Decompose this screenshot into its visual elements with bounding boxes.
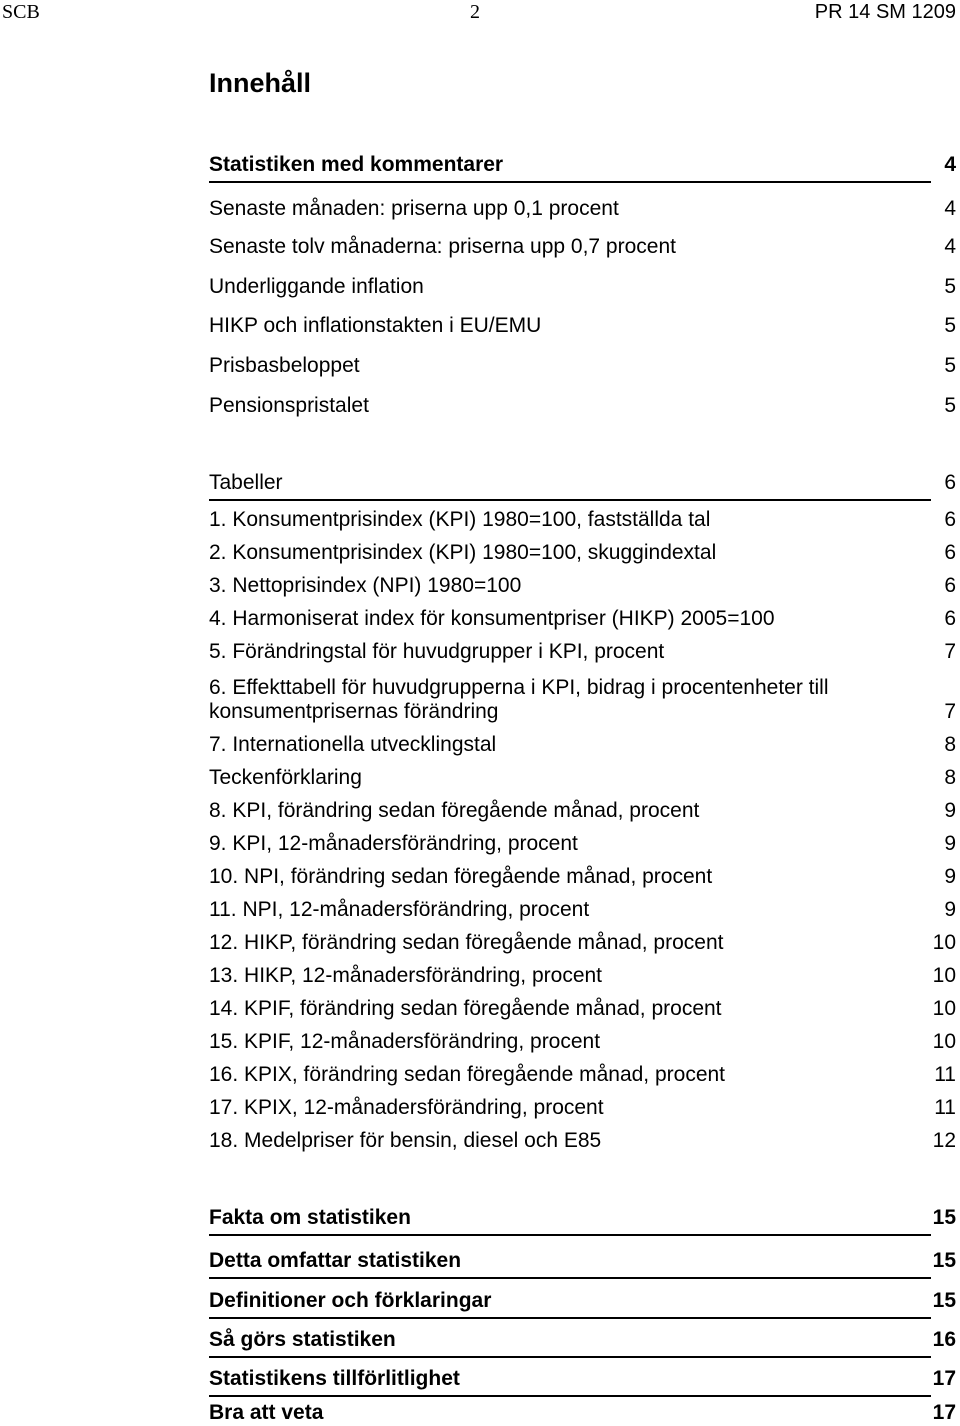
- toc-entry-page: 17: [932, 1401, 956, 1424]
- toc-entry: [209, 640, 956, 664]
- toc-entry-page: 15: [932, 1289, 956, 1312]
- toc-entry-title: Statistiken med kommentarer: [209, 153, 504, 176]
- toc-entry-title: Pensionspristalet: [209, 394, 369, 417]
- toc-entry-page: 5: [944, 314, 956, 337]
- page-title: Innehåll: [209, 68, 312, 98]
- toc-entry-page: 8: [944, 733, 956, 756]
- toc-entry-title: Tabeller: [209, 471, 283, 494]
- toc-entry: [209, 354, 956, 378]
- toc-entry: [209, 997, 956, 1021]
- toc-entry-page: 4: [944, 235, 956, 258]
- toc-entry: [209, 1063, 956, 1087]
- toc-entry-title: 15. KPIF, 12-månadersförändring, procent: [209, 1030, 601, 1053]
- toc-entry: [209, 865, 956, 889]
- toc-entry: [209, 508, 956, 532]
- toc-entry: [209, 1249, 956, 1273]
- toc-entry: [209, 607, 956, 631]
- toc-heading-underline: [209, 181, 931, 183]
- toc-entry-title: 17. KPIX, 12-månadersförändring, procent: [209, 1096, 604, 1119]
- toc-entry-page: 10: [932, 1030, 956, 1053]
- toc-entry: [209, 235, 956, 259]
- toc-entry-title: 8. KPI, förändring sedan föregående månad, procent: [209, 799, 700, 822]
- toc-entry-title: Definitioner och förklaringar: [209, 1289, 492, 1312]
- toc-entry-page: 4: [944, 197, 956, 220]
- toc-entry: [209, 197, 956, 221]
- header-publication-id: PR 14 SM 1209: [814, 1, 956, 23]
- toc-entry: [209, 1328, 956, 1352]
- toc-entry-page: 10: [932, 964, 956, 987]
- toc-heading-underline: [209, 499, 931, 501]
- toc-entry: [209, 1096, 956, 1120]
- toc-entry-page: 7: [944, 640, 956, 663]
- toc-entry-page: 9: [944, 799, 956, 822]
- toc-entry-title: Underliggande inflation: [209, 275, 424, 298]
- toc-entry-page: 16: [932, 1328, 956, 1351]
- toc-entry: [209, 471, 956, 495]
- toc-entry-page: 10: [932, 997, 956, 1020]
- toc-entry-page: 15: [932, 1249, 956, 1272]
- toc-entry-page: 7: [944, 700, 956, 723]
- toc-entry: [209, 394, 956, 418]
- toc-entry-title: 3. Nettoprisindex (NPI) 1980=100: [209, 574, 522, 597]
- toc-entry: [209, 799, 956, 823]
- toc-entry-page: 6: [944, 471, 956, 494]
- toc-entry-page: 5: [944, 354, 956, 377]
- toc-entry-page: 11: [934, 1096, 956, 1119]
- toc-entry: [209, 1367, 956, 1391]
- toc-entry-page: 17: [932, 1367, 956, 1390]
- toc-entry-title: 12. HIKP, förändring sedan föregående månad, procent: [209, 931, 724, 954]
- toc-entry-title: 11. NPI, 12-månadersförändring, procent: [209, 898, 590, 921]
- header-org: SCB: [2, 1, 40, 23]
- toc-entry-page: 6: [944, 607, 956, 630]
- toc-entry-title: Så görs statistiken: [209, 1328, 396, 1351]
- toc-entry-title: 5. Förändringstal för huvudgrupper i KPI, procent: [209, 640, 665, 663]
- toc-entry: [209, 832, 956, 856]
- toc-entry-title: 16. KPIX, förändring sedan föregående månad, procent: [209, 1063, 726, 1086]
- toc-entry: [209, 1401, 956, 1425]
- toc-entry: [209, 766, 956, 790]
- toc-entry-page: 11: [934, 1063, 956, 1086]
- toc-heading-underline: [209, 1395, 931, 1397]
- toc-entry-page: 12: [932, 1129, 956, 1152]
- toc-heading-underline: [209, 1356, 931, 1358]
- toc-entry-title: Detta omfattar statistiken: [209, 1249, 462, 1272]
- toc-entry-page: 6: [944, 574, 956, 597]
- toc-entry: [209, 1030, 956, 1054]
- toc-heading-underline: [209, 1234, 931, 1236]
- toc-entry-title: 1. Konsumentprisindex (KPI) 1980=100, fastställda tal: [209, 508, 711, 531]
- toc-entry-page: 9: [944, 898, 956, 921]
- toc-entry-title: 4. Harmoniserat index för konsumentpriser (HIKP) 2005=100: [209, 607, 775, 630]
- toc-entry-page: 9: [944, 832, 956, 855]
- toc-entry-title: 14. KPIF, förändring sedan föregående månad, procent: [209, 997, 722, 1020]
- toc-entry: [209, 676, 956, 724]
- toc-entry-title: Statistikens tillförlitlighet: [209, 1367, 460, 1390]
- toc-entry: [209, 1289, 956, 1313]
- toc-entry: [209, 153, 956, 177]
- toc-entry: [209, 574, 956, 598]
- toc-entry-title: 6. Effekttabell för huvudgrupperna i KPI, bidrag i procentenheter till konsumentprisernas förändring: [209, 676, 829, 723]
- header-page-number: 2: [470, 1, 480, 23]
- toc-entry: [209, 964, 956, 988]
- toc-entry-title: Prisbasbeloppet: [209, 354, 360, 377]
- toc-heading-underline: [209, 1277, 931, 1279]
- toc-entry-title: Senaste månaden: priserna upp 0,1 procent: [209, 197, 619, 220]
- toc-entry-title: Bra att veta: [209, 1401, 324, 1424]
- toc-entry: [209, 541, 956, 565]
- toc-heading-underline: [209, 1317, 931, 1319]
- toc-entry-title: Fakta om statistiken: [209, 1206, 411, 1229]
- toc-entry-page: 9: [944, 865, 956, 888]
- toc-entry-title: 9. KPI, 12-månadersförändring, procent: [209, 832, 578, 855]
- toc-entry-page: 5: [944, 394, 956, 417]
- toc-entry: [209, 314, 956, 338]
- toc-entry-page: 6: [944, 508, 956, 531]
- toc-entry-title: Teckenförklaring: [209, 766, 362, 789]
- toc-entry: [209, 275, 956, 299]
- toc-entry-title: Senaste tolv månaderna: priserna upp 0,7 procent: [209, 235, 676, 258]
- toc-entry-title: 13. HIKP, 12-månadersförändring, procent: [209, 964, 603, 987]
- toc-entry-page: 8: [944, 766, 956, 789]
- toc-entry: [209, 931, 956, 955]
- toc-entry-page: 10: [932, 931, 956, 954]
- toc-entry: [209, 733, 956, 757]
- toc-entry: [209, 898, 956, 922]
- toc-entry: [209, 1206, 956, 1230]
- toc-entry-page: 15: [932, 1206, 956, 1229]
- toc-entry-page: 4: [944, 153, 956, 176]
- toc-entry-page: 6: [944, 541, 956, 564]
- toc-entry-page: 5: [944, 275, 956, 298]
- toc-entry-title: HIKP och inflationstakten i EU/EMU: [209, 314, 542, 337]
- toc-entry: [209, 1129, 956, 1153]
- toc-entry-title: 10. NPI, förändring sedan föregående månad, procent: [209, 865, 713, 888]
- toc-entry-title: 18. Medelpriser för bensin, diesel och E85: [209, 1129, 602, 1152]
- toc-entry-title: 7. Internationella utvecklingstal: [209, 733, 497, 756]
- toc-entry-title: 2. Konsumentprisindex (KPI) 1980=100, skuggindextal: [209, 541, 717, 564]
